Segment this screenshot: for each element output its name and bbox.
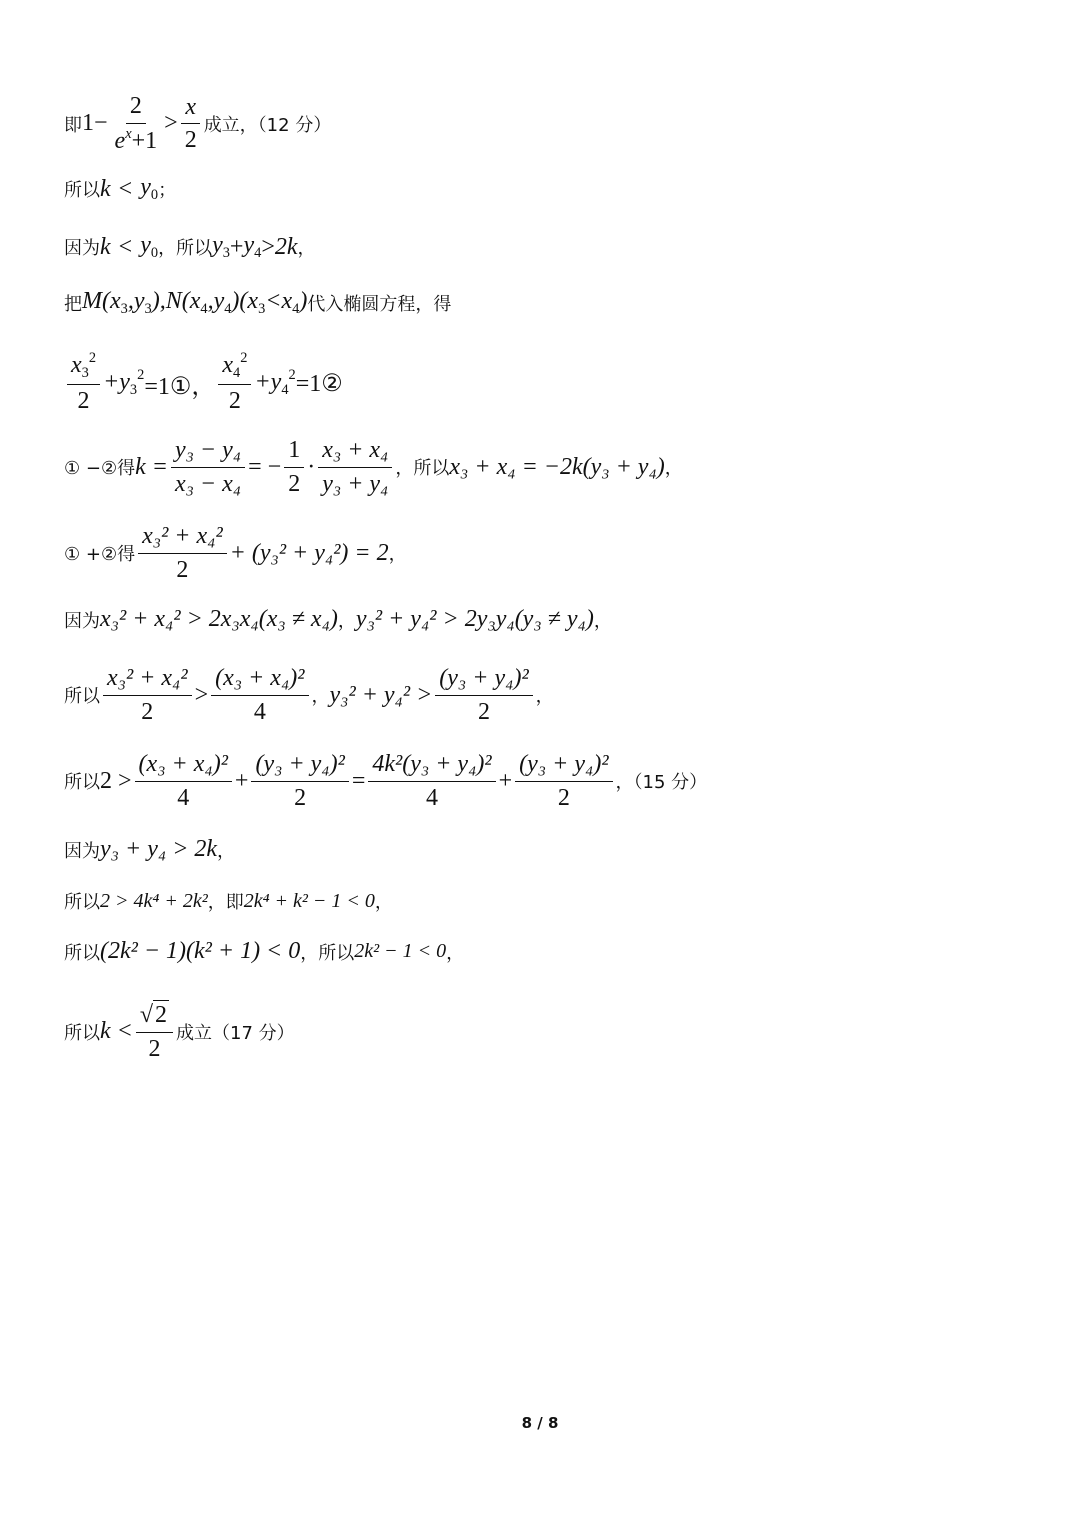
text-suffix: ，（15 分） — [615, 772, 708, 794]
math-plus: + — [498, 767, 513, 794]
frac-den: 2 — [288, 470, 301, 497]
math-k: k = — [135, 453, 168, 480]
sub: 4 — [224, 301, 232, 318]
sup: 2 — [240, 350, 248, 366]
math-gt: > — [261, 233, 275, 260]
fraction-x-over-2 — [181, 93, 201, 156]
frac-num: x₃² + x₄² — [103, 664, 192, 696]
line-3 — [64, 232, 316, 262]
math-term — [103, 367, 144, 399]
text-prefix: 所以 — [64, 892, 100, 913]
math-product: (2k² − 1)(k² + 1) < 0 — [100, 938, 301, 964]
text-end: ； — [158, 180, 177, 202]
text-suffix: 成立（17 分） — [176, 1022, 295, 1044]
den-exp: x — [125, 125, 132, 142]
text-end: ， — [535, 686, 554, 708]
frac-num: (x₃ + x₄)² — [135, 750, 232, 782]
math-lt: < — [118, 233, 133, 260]
line-14 — [64, 1000, 295, 1064]
frac-num — [67, 350, 100, 385]
frac-den: 2 — [176, 556, 189, 583]
radical-sign: √ — [139, 1002, 154, 1028]
sub: 3 — [258, 301, 266, 318]
seg: )(x — [231, 288, 259, 314]
x: x — [71, 352, 82, 379]
frac-num: (x₃ + x₄)² — [211, 664, 308, 696]
math-k: k — [100, 233, 111, 260]
math-gt: > — [164, 110, 178, 137]
math-y3 — [212, 232, 230, 262]
seg: ) — [299, 288, 308, 314]
page-number: 8 / 8 — [521, 1414, 559, 1432]
math-ineq-b: 2k⁴ + k² − 1 < 0 — [243, 889, 375, 912]
frac-num: x₃² + x₄² — [138, 522, 227, 554]
fraction-4 — [515, 750, 612, 813]
text-end: ， — [446, 942, 465, 964]
text-end: ， — [664, 458, 683, 480]
frac-den: 2 — [557, 784, 570, 811]
math-term — [254, 367, 295, 399]
line-5 — [64, 350, 343, 416]
sup: 2 — [88, 350, 97, 366]
text-mid: ， — [311, 686, 330, 708]
frac-num: (y₃ + y₄)² — [251, 750, 348, 782]
frac-num: x₃ + x₄ — [318, 436, 392, 468]
math-dot: · — [307, 453, 316, 480]
math-k: k — [100, 175, 111, 202]
text-mid: ，所以 — [395, 458, 450, 480]
frac-num: (y₃ + y₄)² — [515, 750, 612, 782]
frac-den: x₃ − x₄ — [174, 470, 242, 497]
frac-den: 2 — [184, 127, 197, 154]
frac-den: 4 — [426, 784, 438, 811]
line-7 — [64, 522, 407, 585]
frac-num: 1 — [284, 436, 304, 468]
fraction-x4sq-over-2 — [218, 350, 251, 416]
sub: 4 — [292, 301, 300, 318]
frac-den: 4 — [253, 698, 266, 725]
line-2 — [64, 174, 176, 204]
frac-den — [111, 124, 162, 156]
math-rest: + (y₃² + y₄²) = 2 — [229, 539, 389, 566]
text-prefix: 所以 — [64, 686, 100, 708]
fraction-1 — [103, 664, 192, 727]
sub: 0 — [150, 245, 159, 262]
fraction-dy-over-dx — [171, 436, 245, 499]
frac-num — [136, 1000, 173, 1033]
fraction-sqrt2-over-2 — [136, 1000, 173, 1064]
line-6 — [64, 436, 683, 499]
fraction-3 — [435, 664, 532, 727]
fraction-half — [284, 436, 304, 499]
text-suffix: 成立，（12 分） — [203, 114, 332, 136]
frac-den: y₃ + y₄ — [322, 470, 389, 497]
math-y0 — [140, 174, 158, 204]
text-prefix: 因为 — [64, 238, 100, 260]
frac-den: 2 — [228, 388, 241, 415]
sub: 3 — [129, 382, 138, 399]
text-prefix: ① +②得 — [64, 544, 136, 566]
frac-den: 2 — [77, 388, 90, 415]
sub: 3 — [120, 301, 128, 318]
seg: M(x — [82, 288, 121, 314]
line-12 — [64, 888, 393, 914]
line-8 — [64, 606, 612, 633]
text-prefix: 所以 — [64, 180, 100, 202]
math-eq: = — [351, 767, 366, 794]
den-rest: +1 — [131, 127, 158, 154]
frac-den: 2 — [141, 698, 154, 725]
math-eq1: =1①， — [144, 373, 216, 400]
frac-den: 2 — [148, 1035, 161, 1062]
sub: 4 — [200, 301, 208, 318]
sub: 3 — [222, 245, 230, 262]
math-y4 — [243, 232, 261, 262]
line-9 — [64, 664, 554, 727]
math-ineq-y: y₃² + y₄² > 2y₃y₄(y₃ ≠ y₄) — [355, 606, 594, 632]
math-plus: + — [234, 767, 249, 794]
text-prefix: ① −②得 — [64, 458, 136, 480]
frac-num: (y₃ + y₄)² — [435, 664, 532, 696]
fraction-sumsq-x-over-2 — [138, 522, 227, 585]
line-13 — [64, 938, 464, 965]
math-y0 — [140, 232, 158, 262]
frac-num: 4k²(y₃ + y₄)² — [368, 750, 495, 782]
text-prefix: 因为 — [64, 610, 100, 632]
text-end: ， — [374, 892, 393, 913]
seg: +y — [103, 369, 130, 396]
text-prefix: 所以 — [64, 1022, 100, 1044]
line-1 — [64, 92, 331, 156]
math-term: y₃² + y₄² > — [329, 681, 433, 708]
math-minus: − — [94, 110, 108, 137]
sub: 3 — [144, 301, 152, 318]
math-two-gt: 2 > — [100, 767, 132, 794]
math-gt: > — [194, 681, 209, 708]
den-e: e — [114, 127, 126, 154]
line-4 — [64, 288, 451, 318]
text-prefix: 即 — [64, 114, 82, 136]
text-mid: ，所以 — [300, 942, 355, 964]
text-prefix: 因为 — [64, 840, 100, 862]
math-eq: = − — [248, 453, 282, 480]
y: y — [243, 232, 255, 258]
sub: 4 — [233, 365, 241, 382]
fraction-sx-over-sy — [318, 436, 392, 499]
x: x — [222, 352, 234, 379]
text-prefix: 把 — [64, 294, 82, 316]
sup: 2 — [288, 367, 296, 384]
fraction-x3sq-over-2 — [67, 350, 100, 416]
line-10 — [64, 750, 707, 813]
seg: +y — [254, 369, 282, 396]
fraction-2 — [211, 664, 308, 727]
sup: 2 — [137, 367, 145, 384]
text-prefix: 所以 — [64, 942, 100, 964]
y: y — [212, 232, 223, 258]
math-lt: < — [118, 175, 133, 202]
fraction-2 — [251, 750, 348, 813]
fraction-3 — [368, 750, 495, 813]
text-end: ， — [217, 840, 236, 862]
text-end: ， — [388, 544, 407, 566]
math-k-lt: k < — [100, 1018, 133, 1045]
fraction-2-over-ex-plus-1 — [111, 92, 162, 156]
text-prefix: 所以 — [64, 772, 100, 794]
math-plus: + — [229, 233, 244, 260]
frac-den: 4 — [177, 784, 190, 811]
sub: 3 — [81, 365, 89, 382]
fraction-1 — [135, 750, 232, 813]
line-11 — [64, 836, 235, 863]
frac-num: x — [181, 93, 200, 125]
text-end: ， — [593, 610, 612, 632]
math-rhs: x₃ + x₄ = −2k(y₃ + y₄) — [449, 453, 665, 480]
math-ineq: 2k² − 1 < 0 — [354, 940, 447, 962]
radicand: 2 — [155, 1002, 168, 1028]
seg: ),N(x — [151, 288, 201, 314]
text-suffix: 代入椭圆方程，得 — [307, 294, 452, 316]
math-eq2: =1② — [295, 370, 343, 397]
frac-den: 2 — [477, 698, 490, 725]
frac-num — [218, 350, 251, 385]
seg: ,y — [207, 288, 225, 314]
text-mid: ，即 — [207, 892, 244, 913]
sub: 4 — [254, 245, 262, 262]
seg: ,y — [127, 288, 145, 314]
text-mid: ， — [337, 610, 356, 632]
sub: 4 — [281, 382, 289, 399]
text-mid: ，所以 — [158, 238, 213, 260]
frac-den: 2 — [294, 784, 307, 811]
math-ineq-x: x₃² + x₄² > 2x₃x₄(x₃ ≠ x₄) — [100, 606, 338, 632]
sub: 0 — [150, 187, 159, 204]
seg: <x — [265, 288, 293, 314]
math-rhs: 2k — [274, 233, 298, 260]
frac-num: y₃ − y₄ — [171, 436, 245, 468]
text-end: ， — [297, 238, 316, 260]
math-ineq-a: 2 > 4k⁴ + 2k² — [100, 889, 208, 912]
y: y — [140, 232, 151, 258]
frac-num: 2 — [126, 92, 146, 124]
math-points — [82, 288, 307, 318]
math-one: 1 — [82, 110, 94, 137]
y: y — [140, 174, 151, 200]
math-ineq: y₃ + y₄ > 2k — [100, 836, 218, 862]
